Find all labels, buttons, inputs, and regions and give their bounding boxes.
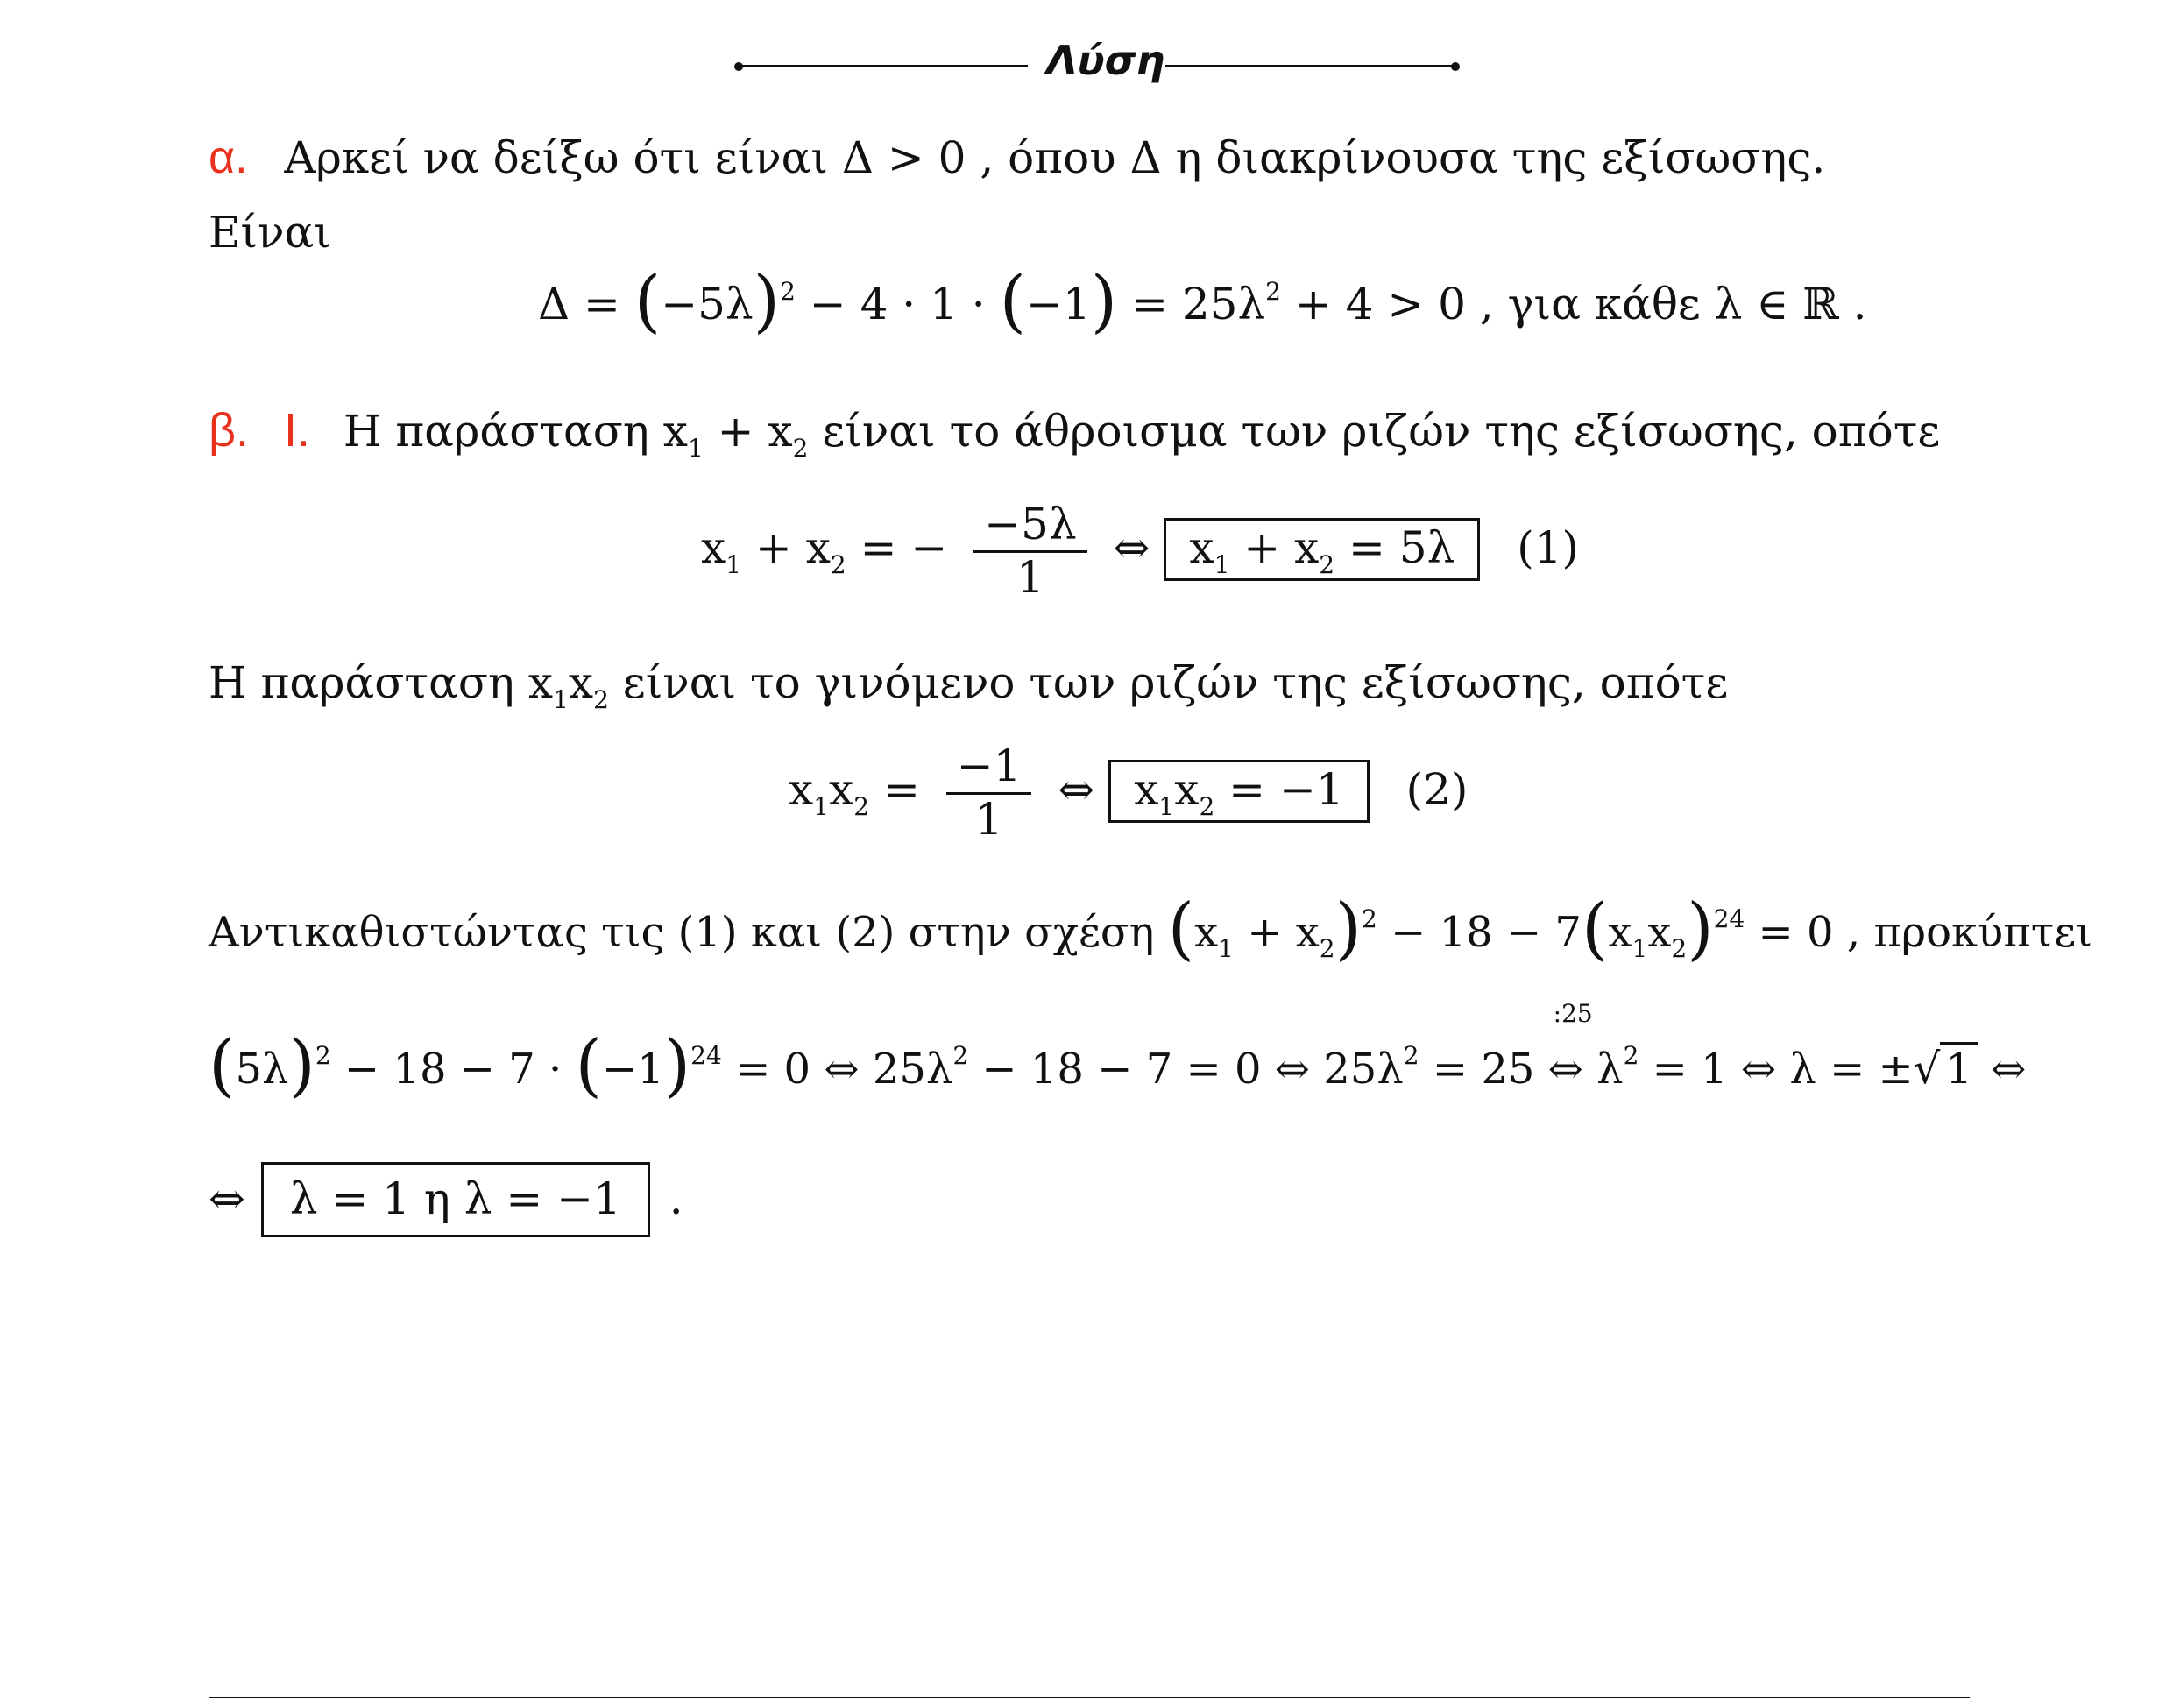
product-statement: Η παράσταση $x_1x_2$ είναι το γινόμενο των ριζών της εξίσωσης, οπότε bbox=[209, 657, 1729, 714]
product-equation: $x_1x_2$ = $\frac{-1}{1}$ ⇔ $x_1x_2 = -1$ (2) bbox=[789, 741, 1469, 845]
header-right-rule bbox=[1165, 65, 1455, 67]
header-left-rule bbox=[739, 65, 1028, 67]
part-beta-sublabel: I. bbox=[283, 404, 310, 457]
final-answer-line: ⇔ λ = 1 η λ = −1 . bbox=[209, 1162, 683, 1237]
product-result-box: $x_1x_2 = -1$ bbox=[1108, 760, 1369, 823]
section-title: Λύση bbox=[1046, 37, 1165, 84]
part-alpha-label: α. bbox=[209, 132, 248, 183]
part-beta-label: β. bbox=[209, 404, 250, 457]
sum-equation: $x_1 + x_2$ = − $\frac{-5\lambda}{1}$ ⇔ $x_1 + x_2 = 5\lambda$ (1) bbox=[701, 499, 1580, 603]
final-answer-box: λ = 1 η λ = −1 bbox=[261, 1162, 650, 1237]
alpha-statement: Αρκεί να δείξω ότι είναι Δ > 0 , όπου Δ η διακρίνουσα της εξίσωσης. bbox=[284, 132, 1826, 183]
header-right-dot bbox=[1451, 62, 1460, 71]
beta-statement: Η παράσταση $x_1 + x_2$ είναι το άθροισμα των ριζών της εξίσωσης, οπότε bbox=[343, 406, 1941, 463]
equation-tag-1: (1) bbox=[1517, 522, 1580, 573]
sum-result-box: $x_1 + x_2 = 5\lambda$ bbox=[1164, 518, 1480, 581]
divide-by-25-note: :25 bbox=[1553, 999, 1593, 1028]
product-fraction: $\frac{-1}{1}$ bbox=[946, 741, 1032, 845]
beta-line bbox=[209, 403, 1941, 463]
footer-rule bbox=[209, 1697, 1970, 1698]
substitution-line: Αντικαθιστώντας τις (1) και (2) στην σχέση $(x_1 + x_2)^2 - 18 - 7(x_1x_2)^{24} = 0$ , προκύπτει bbox=[209, 889, 2092, 968]
sum-fraction: $\frac{-5\lambda}{1}$ bbox=[973, 500, 1086, 603]
calculation-line: $(5\lambda)^2 - 18 - 7 \cdot (-1)^{24} = 0$ ⇔ $25\lambda^2 - 18 - 7 = 0$ ⇔ $25\lambda^2 = 25$ :25 ⇔ $\lambda^2 = 1$ ⇔ λ = ±√ 1 ⇔ bbox=[209, 999, 2027, 1105]
alpha-line bbox=[209, 131, 1825, 184]
discriminant-equation: $\Delta = (-5\lambda)^2 - 4 \cdot 1 \cdot (-1) = 25\lambda^2 + 4 > 0$ , για κάθε λ ∈ ℝ . bbox=[538, 262, 1867, 341]
equation-tag-2: (2) bbox=[1405, 764, 1469, 815]
alpha-intro: Είναι bbox=[209, 207, 331, 258]
